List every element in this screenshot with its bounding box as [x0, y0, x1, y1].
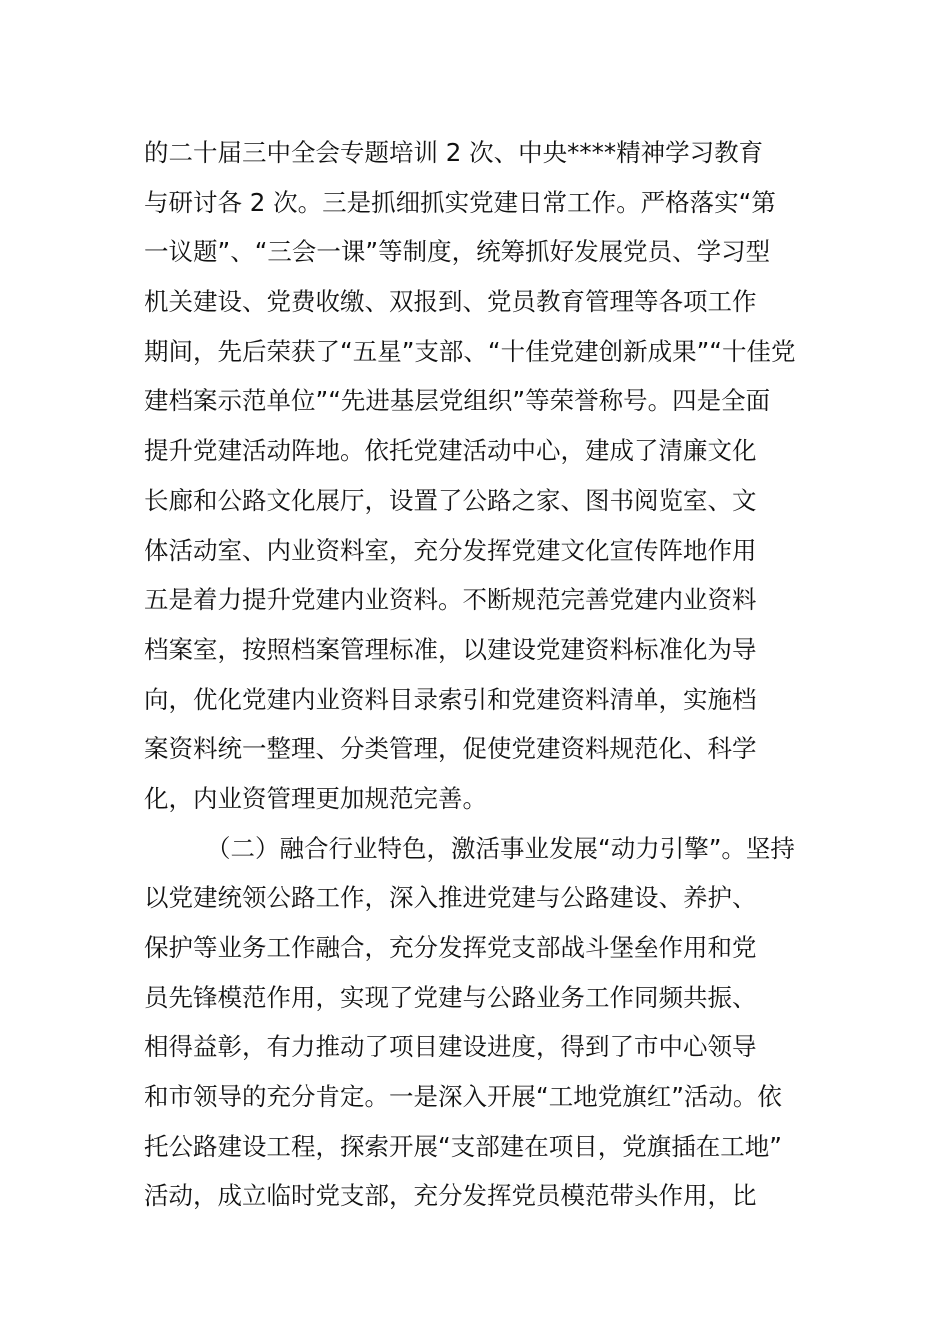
text-line: 活动，成立临时党支部，充分发挥党员模范带头作用，比: [144, 1181, 757, 1211]
text-line: 保护等业务工作融合，充分发挥党支部战斗堡垒作用和党: [144, 933, 757, 962]
text-line: 以党建统领公路工作，深入推进党建与公路建设、养护、: [144, 883, 757, 913]
text-line: 机关建设、党费收缴、双报到、党员教育管理等各项工作: [144, 287, 757, 317]
text-line: 体活动室、内业资料室，充分发挥党建文化宣传阵地作用: [144, 535, 757, 565]
text-line: 期间，先后荣获了“五星”支部、“十佳党建创新成果”“十佳党: [144, 336, 796, 366]
text-line: （二）融合行业特色，激活事业发展“动力引擎”。坚持: [206, 833, 795, 863]
text-line: 案资料统一整理、分类管理，促使党建资料规范化、科学: [144, 734, 757, 764]
text-line: 长廊和公路文化展厅，设置了公路之家、图书阅览室、文: [144, 485, 757, 515]
text-line: 与研讨各 2 次。三是抓细抓实党建日常工作。严格落实“第: [144, 187, 776, 217]
text-line: 建档案示范单位”“先进基层党组织”等荣誉称号。四是全面: [144, 386, 771, 416]
text-line: 化，内业资管理更加规范完善。: [144, 783, 487, 813]
text-line: 五是着力提升党建内业资料。不断规范完善党建内业资料: [144, 585, 757, 615]
text-line: 提升党建活动阵地。依托党建活动中心，建成了清廉文化: [144, 436, 757, 466]
text-line: 托公路建设工程，探索开展“支部建在项目，党旗插在工地”: [144, 1131, 782, 1161]
text-line: 一议题”、“三会一课”等制度，统筹抓好发展党员、学习型: [144, 237, 771, 267]
text-line: 的二十届三中全会专题培训 2 次、中央****精神学习教育: [144, 138, 764, 167]
text-line: 档案室，按照档案管理标准，以建设党建资料标准化为导: [144, 634, 757, 664]
text-line: 向，优化党建内业资料目录索引和党建资料清单，实施档: [144, 684, 757, 714]
body-text: [144, 128, 810, 1221]
text-line: 员先锋模范作用，实现了党建与公路业务工作同频共振、: [144, 982, 757, 1012]
text-line: 和市领导的充分肯定。一是深入开展“工地党旗红”活动。依: [144, 1082, 782, 1112]
text-line: 相得益彰，有力推动了项目建设进度，得到了市中心领导: [144, 1032, 757, 1062]
